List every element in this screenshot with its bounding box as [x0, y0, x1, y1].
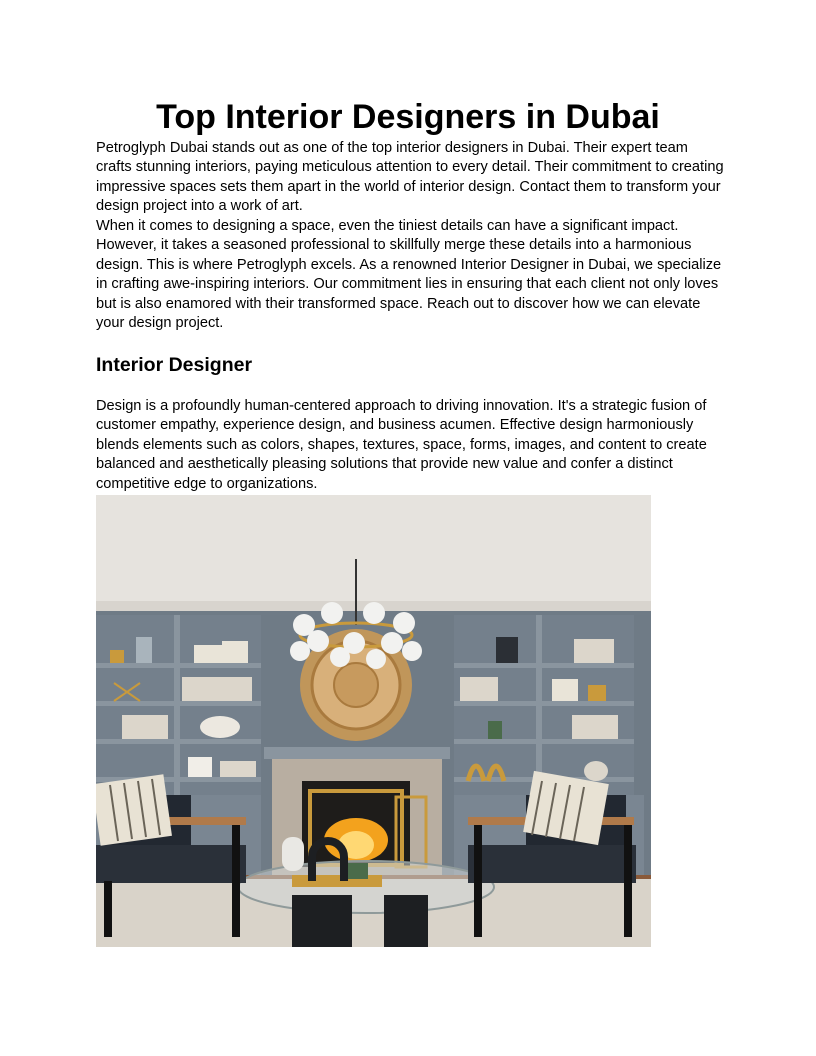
- page-title: Top Interior Designers in Dubai: [156, 98, 660, 136]
- living-room-illustration: [96, 495, 651, 947]
- intro-paragraph-2: When it comes to designing a space, even the tiniest details can have a significant impact. However, it takes a seasoned professional to skillfully merge these details into a harmonious design. This is where Petroglyph excels. As a renowned Interior Designer in Dubai, we specialize in crafting awe-inspiring interiors. Our commitment lies in ensuring that each client not only loves but is also enamored with their transformed space. Reach out to discover how we can elevate your design project.: [96, 218, 722, 332]
- mantel-shelf: [264, 747, 450, 759]
- section-heading: Interior Designer: [96, 354, 253, 376]
- living-room-photo: [96, 495, 651, 947]
- section-paragraph: Design is a profoundly human-centered approach to driving innovation. It's a strategic fusion of customer empathy, experience design, and business acumen. Effective design harmoniously blends elements such as colors, shapes, textures, space, forms, images, and content to create balanced and aesthetically pleasing solutions that provide new value and confer a distinct competitive edge to organizations.: [96, 398, 707, 492]
- intro-paragraph-1: Petroglyph Dubai stands out as one of the top interior designers in Dubai. Their expert team crafts stunning interiors, paying meticulous attention to every detail. Their commitment to creating impressive spaces sets them apart in the world of interior design. Contact them to transform your design project into a work of art.: [96, 140, 724, 215]
- ceiling: [96, 495, 651, 615]
